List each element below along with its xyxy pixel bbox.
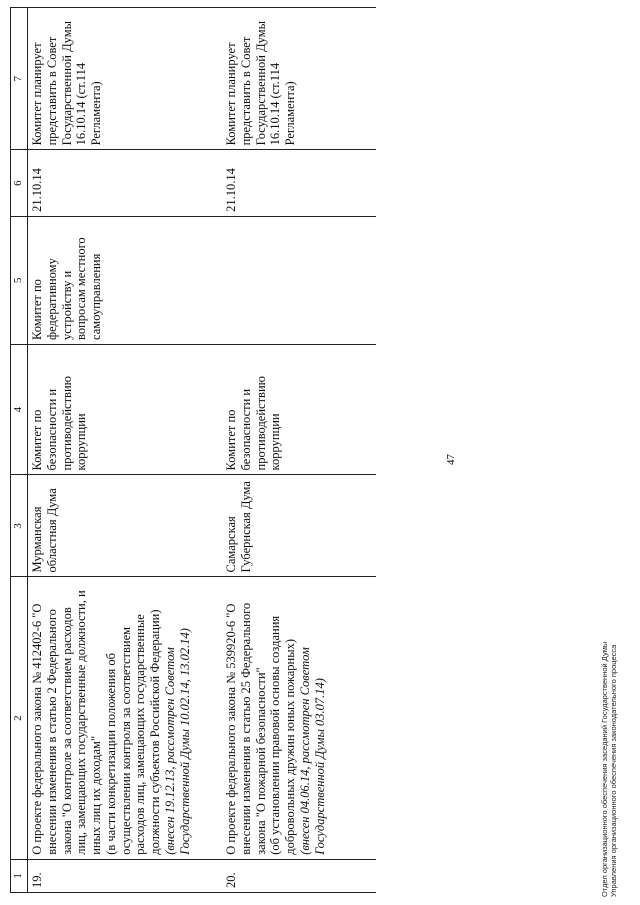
column-header: 4 [11, 344, 28, 474]
column-header: 2 [11, 577, 28, 859]
table-header-row [11, 8, 28, 893]
bill-scope: (об установлении правовой основы создания добровольных дружин юных пожарных) [268, 615, 297, 855]
review-date: 21.10.14 [222, 150, 376, 216]
committee-coexecutor [222, 216, 376, 344]
page-number: 47 [445, 454, 457, 465]
bill-description [222, 577, 376, 859]
footer-line: Управления организационного обеспечения законодательного процесса [609, 644, 618, 897]
row-number: 20. [222, 859, 376, 892]
initiator: Самарская Губернская Дума [222, 475, 376, 577]
review-date: 21.10.14 [28, 150, 223, 216]
footer-line: Отдел организационного обеспечения заседаний Государственной Думы [600, 641, 609, 897]
committee-responsible: Комитет по безопасности и противодействию коррупции [222, 344, 376, 474]
page-footer [600, 642, 618, 897]
table-row [222, 8, 376, 893]
bill-title: О проекте федерального закона № 412402-6 "О внесении изменения в статью 2 Федерального закона "О контроле за соответствием расходов лиц, замещающих государственные должности, и иных лиц их доходам" [30, 590, 103, 855]
plan-note: Комитет планирует представить в Совет Государственной Думы 16.10.14 (ст.114 Регламента) [222, 8, 376, 150]
table-row [28, 8, 223, 893]
bill-description [28, 577, 223, 859]
bill-note: (внесен 19.12.13, рассмотрен Советом Государственной Думы 10.02.14, 13.02.14) [162, 628, 192, 855]
row-number: 19. [28, 859, 223, 892]
committee-responsible: Комитет по безопасности и противодействию коррупции [28, 344, 223, 474]
column-header: 3 [11, 475, 28, 577]
plan-note: Комитет планирует представить в Совет Государственной Думы 16.10.14 (ст.114 Регламента) [28, 8, 223, 150]
initiator: Мурманская областная Дума [28, 475, 223, 577]
bills-table [10, 7, 376, 893]
column-header: 7 [11, 8, 28, 150]
bill-scope: (в части конкретизации положения об осуществлении контроля за соответствием расходов лиц, замещающих государственные должности субъектов Российской Федерации) [103, 609, 162, 855]
bill-title: О проекте федерального закона № 539920-6 "О внесении изменения в статью 25 Федерального закона "О пожарной безопасности" [224, 602, 268, 855]
column-header: 6 [11, 150, 28, 216]
column-header: 5 [11, 216, 28, 344]
bill-note: (внесен 04.06.14, рассмотрен Советом Государственной Думы 03.07.14) [297, 647, 327, 855]
committee-coexecutor: Комитет по федеративному устройству и вопросам местного самоуправления [28, 216, 223, 344]
column-header: 1 [11, 859, 28, 892]
